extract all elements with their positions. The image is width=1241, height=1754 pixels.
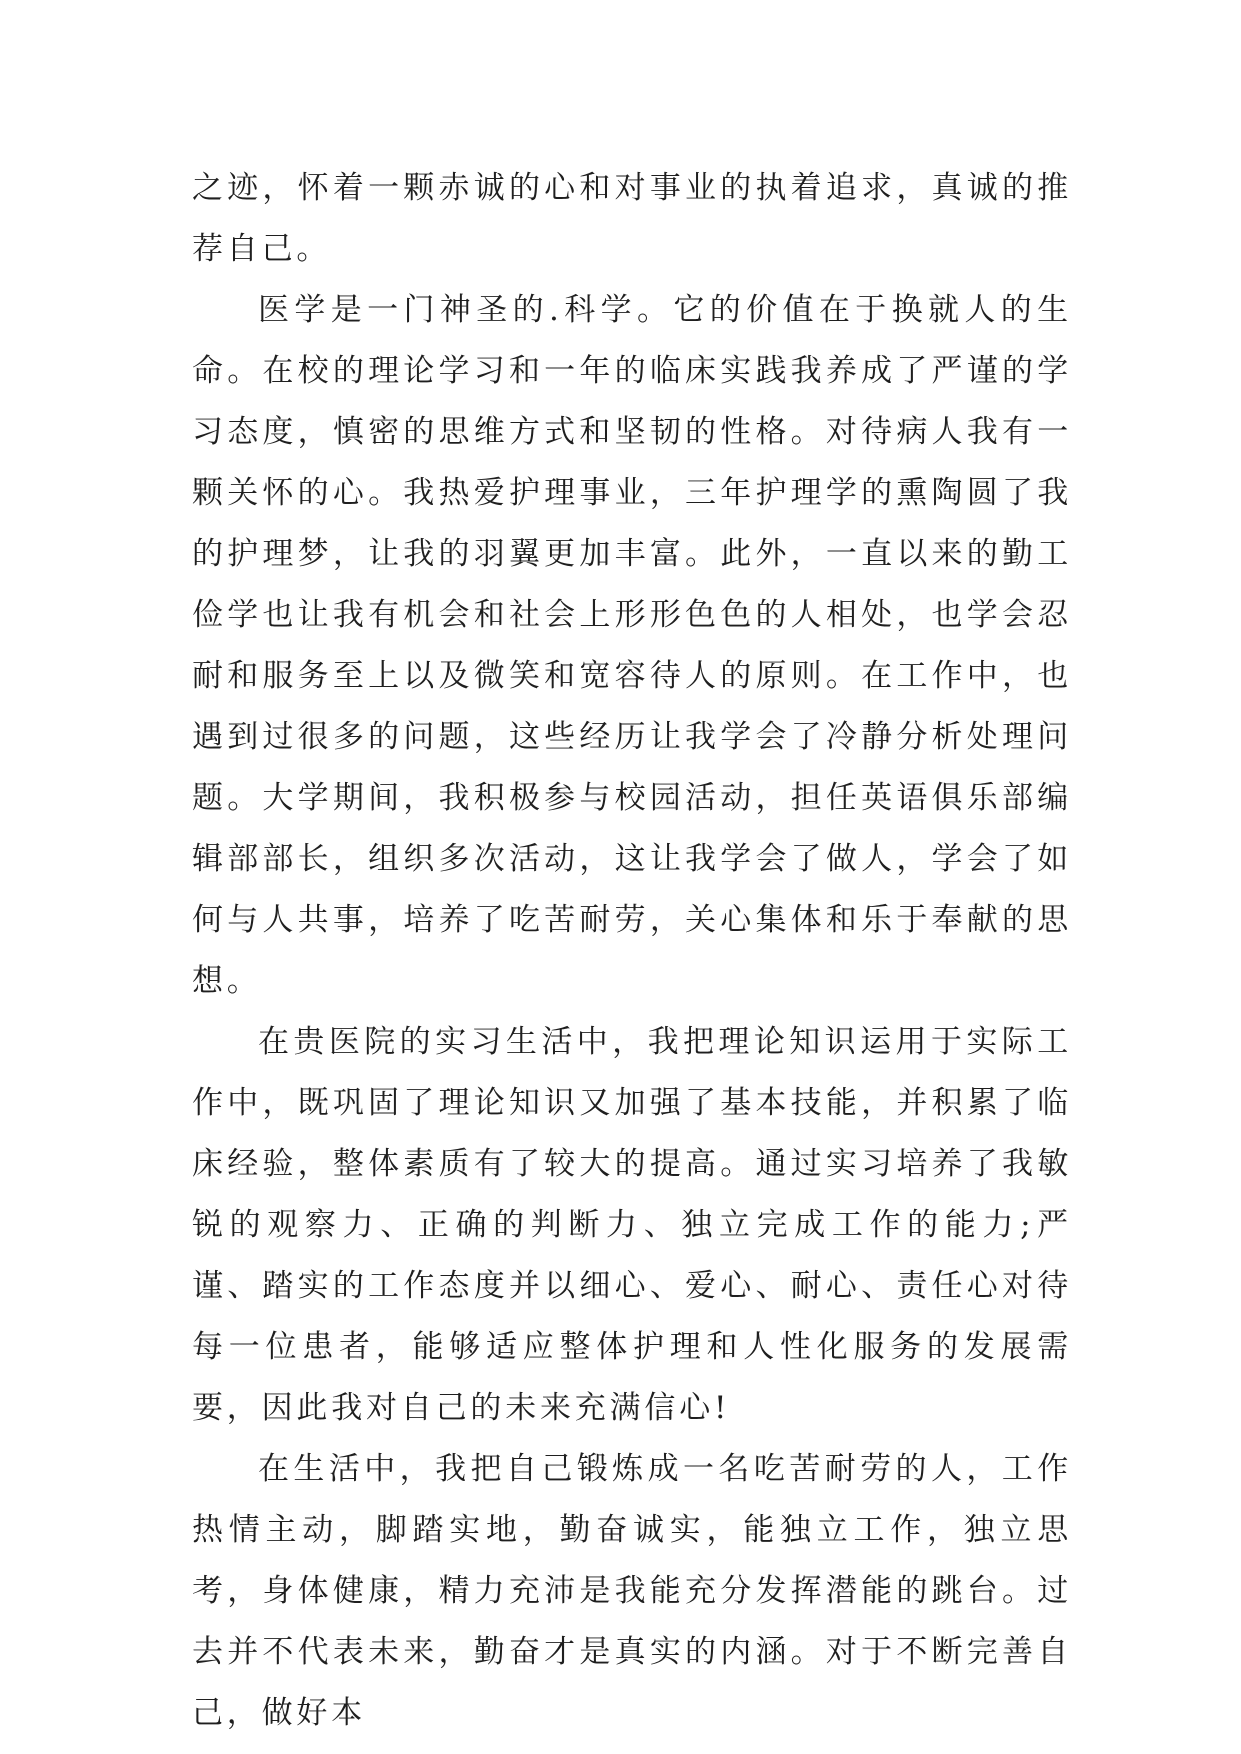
paragraph-2: 医学是一门神圣的.科学。它的价值在于换就人的生命。在校的理论学习和一年的临床实践我养成了严谨的学习态度，慎密的思维方式和坚韧的性格。对待病人我有一颗关怀的心。我热爱护理事业，三年护理学的熏陶圆了我的护理梦，让我的羽翼更加丰富。此外，一直以来的勤工俭学也让我有机会和社会上形形色色的人相处，也学会忍耐和服务至上以及微笑和宽容待人的原则。在工作中，也遇到过很多的问题，这些经历让我学会了冷静分析处理问题。大学期间，我积极参与校园活动，担任英语俱乐部编辑部部长，组织多次活动，这让我学会了做人，学会了如何与人共事，培养了吃苦耐劳，关心集体和乐于奉献的思想。 [192,292,1072,999]
document-body [192,158,1072,1744]
paragraph-1: 之迹，怀着一颗赤诚的心和对事业的执着追求，真诚的推荐自己。 [192,170,1072,267]
paragraph-3: 在贵医院的实习生活中，我把理论知识运用于实际工作中，既巩固了理论知识又加强了基本技能，并积累了临床经验，整体素质有了较大的提高。通过实习培养了我敏锐的观察力、正确的判断力、独立完成工作的能力;严谨、踏实的工作态度并以细心、爱心、耐心、责任心对待每一位患者，能够适应整体护理和人性化服务的发展需要，因此我对自己的未来充满信心! [192,1024,1072,1426]
paragraph-4: 在生活中，我把自己锻炼成一名吃苦耐劳的人，工作热情主动，脚踏实地，勤奋诚实，能独立工作，独立思考，身体健康，精力充沛是我能充分发挥潜能的跳台。过去并不代表未来，勤奋才是真实的内涵。对于不断完善自己，做好本 [192,1451,1072,1731]
